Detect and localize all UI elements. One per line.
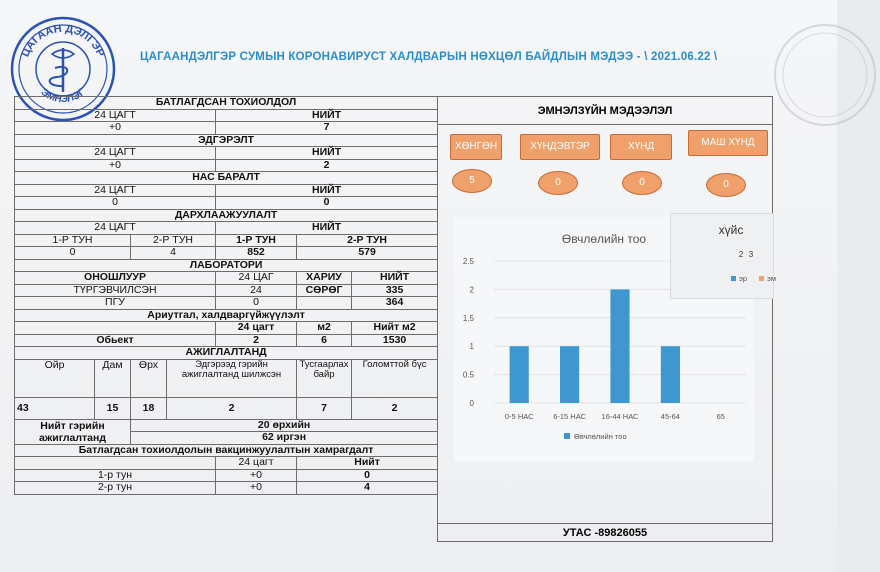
vaccination-total-label: НИЙТ xyxy=(216,222,438,235)
vax-coverage-row-24h: +0 xyxy=(216,469,297,482)
monitoring-far-value: 15 xyxy=(95,397,131,419)
legend-label: эм xyxy=(767,274,776,283)
legend-swatch xyxy=(731,276,736,281)
monitoring-col-hotspot: Голомттой бүс xyxy=(352,359,438,397)
disinfection-total-value: 1530 xyxy=(352,334,438,347)
recovered-total-value: 2 xyxy=(216,159,438,172)
x-tick-label: 45-64 xyxy=(660,412,680,421)
deaths-total-label: НИЙТ xyxy=(216,184,438,197)
monitoring-home-total-label: Нийт гэрийн ажиглалтанд xyxy=(15,419,131,444)
recovered-section-title: ЭДГЭРЭЛТ xyxy=(15,134,438,147)
slice-label: 2 xyxy=(738,250,744,259)
monitoring-col-isolation: Тусгаарлах байр xyxy=(297,359,352,397)
vaccination-dose1-24h-label: 1-Р ТУН xyxy=(15,234,131,247)
severity-critical-value: 0 xyxy=(706,173,746,197)
monitoring-col-close: Ойр xyxy=(15,359,95,397)
confirmed-total-value: 7 xyxy=(216,122,438,135)
vax-coverage-row-total: 0 xyxy=(297,469,438,482)
vax-coverage-section-title: Батлагдсан тохиолдолын вакцинжуулалтын хамрагдалт xyxy=(15,444,438,457)
severity-severe-value: 0 xyxy=(622,171,662,195)
clinical-info-title: ЭМНЭЛЗҮЙН МЭДЭЭЛЭЛ xyxy=(438,97,772,125)
deaths-24h-value: 0 xyxy=(15,197,216,210)
seal-bottom-text: ЭМНЭЛЭГ xyxy=(38,86,88,106)
lab-col-result: ХАРИУ xyxy=(297,272,352,285)
lab-col-diagnosis: ОНОШЛУУР xyxy=(15,272,216,285)
bar xyxy=(510,346,529,403)
severity-critical-label: МАШ ХҮНД xyxy=(688,130,768,156)
disinfection-24h-value: 2 xyxy=(216,334,297,347)
disinfection-col-m2: м2 xyxy=(297,322,352,335)
confirmed-section-title: БАТЛАГДСАН ТОХИОЛДОЛ xyxy=(15,97,438,110)
vaccination-dose2-24h-label: 2-Р ТУН xyxy=(131,234,216,247)
monitoring-isolation-value: 7 xyxy=(297,397,352,419)
vaccination-24h-label: 24 ЦАГТ xyxy=(15,222,216,235)
legend-swatch xyxy=(564,433,570,439)
y-tick-label: 2.5 xyxy=(462,257,474,266)
vaccination-section-title: ДАРХЛААЖУУЛАЛТ xyxy=(15,209,438,222)
deaths-total-value: 0 xyxy=(216,197,438,210)
disinfection-section-title: Ариутгал, халдваргүйжүүлэлт xyxy=(15,309,438,322)
y-tick-label: 0 xyxy=(469,399,474,408)
vax-coverage-row-label: 2-р тун xyxy=(15,482,216,495)
x-tick-label: 6-15 НАС xyxy=(553,412,586,421)
disinfection-col-total-m2: Нийт м2 xyxy=(352,322,438,335)
lab-row-name: ПГУ xyxy=(15,297,216,310)
faded-seal-icon xyxy=(770,20,880,130)
vax-coverage-row-label: 1-р тун xyxy=(15,469,216,482)
vaccination-dose2-24h-value: 4 xyxy=(131,247,216,260)
vaccination-dose1-total-value: 852 xyxy=(216,247,297,260)
lab-row-total: 335 xyxy=(352,284,438,297)
disinfection-col-24h: 24 цагт xyxy=(216,322,297,335)
disinfection-row-label: Обьект xyxy=(15,334,216,347)
lab-row-result: СӨРӨГ xyxy=(297,284,352,297)
vaccination-dose2-total-value: 579 xyxy=(297,247,438,260)
x-tick-label: 65 xyxy=(716,412,725,421)
y-tick-label: 0.5 xyxy=(462,370,474,380)
bar-chart-title: Өвчлөлийн тоо xyxy=(561,232,647,246)
vax-coverage-row-total: 4 xyxy=(297,482,438,495)
severity-mild-value: 5 xyxy=(452,169,492,193)
monitoring-close-value: 43 xyxy=(15,397,95,419)
vax-coverage-col-24h: 24 цагт xyxy=(216,457,297,470)
monitoring-other-value: 18 xyxy=(131,397,167,419)
recovered-24h-value: +0 xyxy=(15,159,216,172)
report-title: ЦАГААНДЭЛГЭР СУМЫН КОРОНАВИРУСТ ХАЛДВАРЫН НӨХЦӨЛ БАЙДЛЫН МЭДЭЭ - \ 2021.06.22 \ xyxy=(140,51,718,63)
gender-chart-svg xyxy=(671,214,775,300)
severity-moderate-value: 0 xyxy=(538,171,578,195)
slice-label: 3 xyxy=(748,250,754,259)
lab-row-24h: 24 xyxy=(216,284,297,297)
x-tick-label: 16-44 НАС xyxy=(601,412,639,421)
bar xyxy=(560,346,579,403)
vaccination-dose2-total-label: 2-Р ТУН xyxy=(297,234,438,247)
deaths-section-title: НАС БАРАЛТ xyxy=(15,172,438,185)
monitoring-col-far: Дам xyxy=(95,359,131,397)
gender-chart-title: хүйс xyxy=(718,223,744,237)
y-tick-label: 2 xyxy=(469,285,474,295)
recovered-24h-label: 24 ЦАГТ xyxy=(15,147,216,160)
confirmed-24h-value: +0 xyxy=(15,122,216,135)
severity-severe-label: ХҮНД xyxy=(610,134,672,160)
confirmed-24h-label: 24 ЦАГТ xyxy=(15,109,216,122)
x-tick-label: 0-5 НАС xyxy=(504,412,534,421)
legend-label: Өвчлөлийн тоо xyxy=(574,432,627,441)
lab-col-24h: 24 ЦАГ xyxy=(216,272,297,285)
lab-col-total: НИЙТ xyxy=(352,272,438,285)
vaccination-dose1-24h-value: 0 xyxy=(15,247,131,260)
deaths-24h-label: 24 ЦАГТ xyxy=(15,184,216,197)
vax-coverage-row-24h: +0 xyxy=(216,482,297,495)
seal-top-text: ЦАГААН ДЭЛГЭР xyxy=(19,22,107,59)
monitoring-col-home: Эдгэрээд гэрийн ажиглалтанд шилжсэн xyxy=(167,359,297,397)
clinical-info-panel xyxy=(437,96,776,542)
lab-row-24h: 0 xyxy=(216,297,297,310)
bar xyxy=(661,346,680,403)
severity-mild-label: ХӨНГӨН xyxy=(450,134,502,160)
lab-section-title: ЛАБОРАТОРИ xyxy=(15,259,438,272)
disinfection-m2-value: 6 xyxy=(297,334,352,347)
statistics-table xyxy=(14,96,438,495)
vaccination-dose1-total-label: 1-Р ТУН xyxy=(216,234,297,247)
monitoring-home-value: 2 xyxy=(167,397,297,419)
phone-number: УТАС -89826055 xyxy=(438,523,772,541)
monitoring-col-other: Өрх xyxy=(131,359,167,397)
lab-row-result xyxy=(297,297,352,310)
lab-row-name: ТҮРГЭВЧИЛСЭН xyxy=(15,284,216,297)
lab-row-total: 364 xyxy=(352,297,438,310)
recovered-total-label: НИЙТ xyxy=(216,147,438,160)
monitoring-home-households: 20 өрхийн xyxy=(131,419,438,432)
confirmed-total-label: НИЙТ xyxy=(216,109,438,122)
legend-swatch xyxy=(759,276,764,281)
severity-moderate-label: ХҮНДЭВТЭР xyxy=(520,134,600,160)
vax-coverage-col-total: Нийт xyxy=(297,457,438,470)
monitoring-home-citizens: 62 иргэн xyxy=(131,432,438,445)
bar xyxy=(610,289,629,403)
monitoring-hotspot-value: 2 xyxy=(352,397,438,419)
monitoring-section-title: АЖИГЛАЛТАНД xyxy=(15,347,438,360)
legend-label: эр xyxy=(739,274,747,283)
y-tick-label: 1.5 xyxy=(462,313,474,323)
gender-chart xyxy=(670,213,774,299)
y-tick-label: 1 xyxy=(469,342,474,352)
